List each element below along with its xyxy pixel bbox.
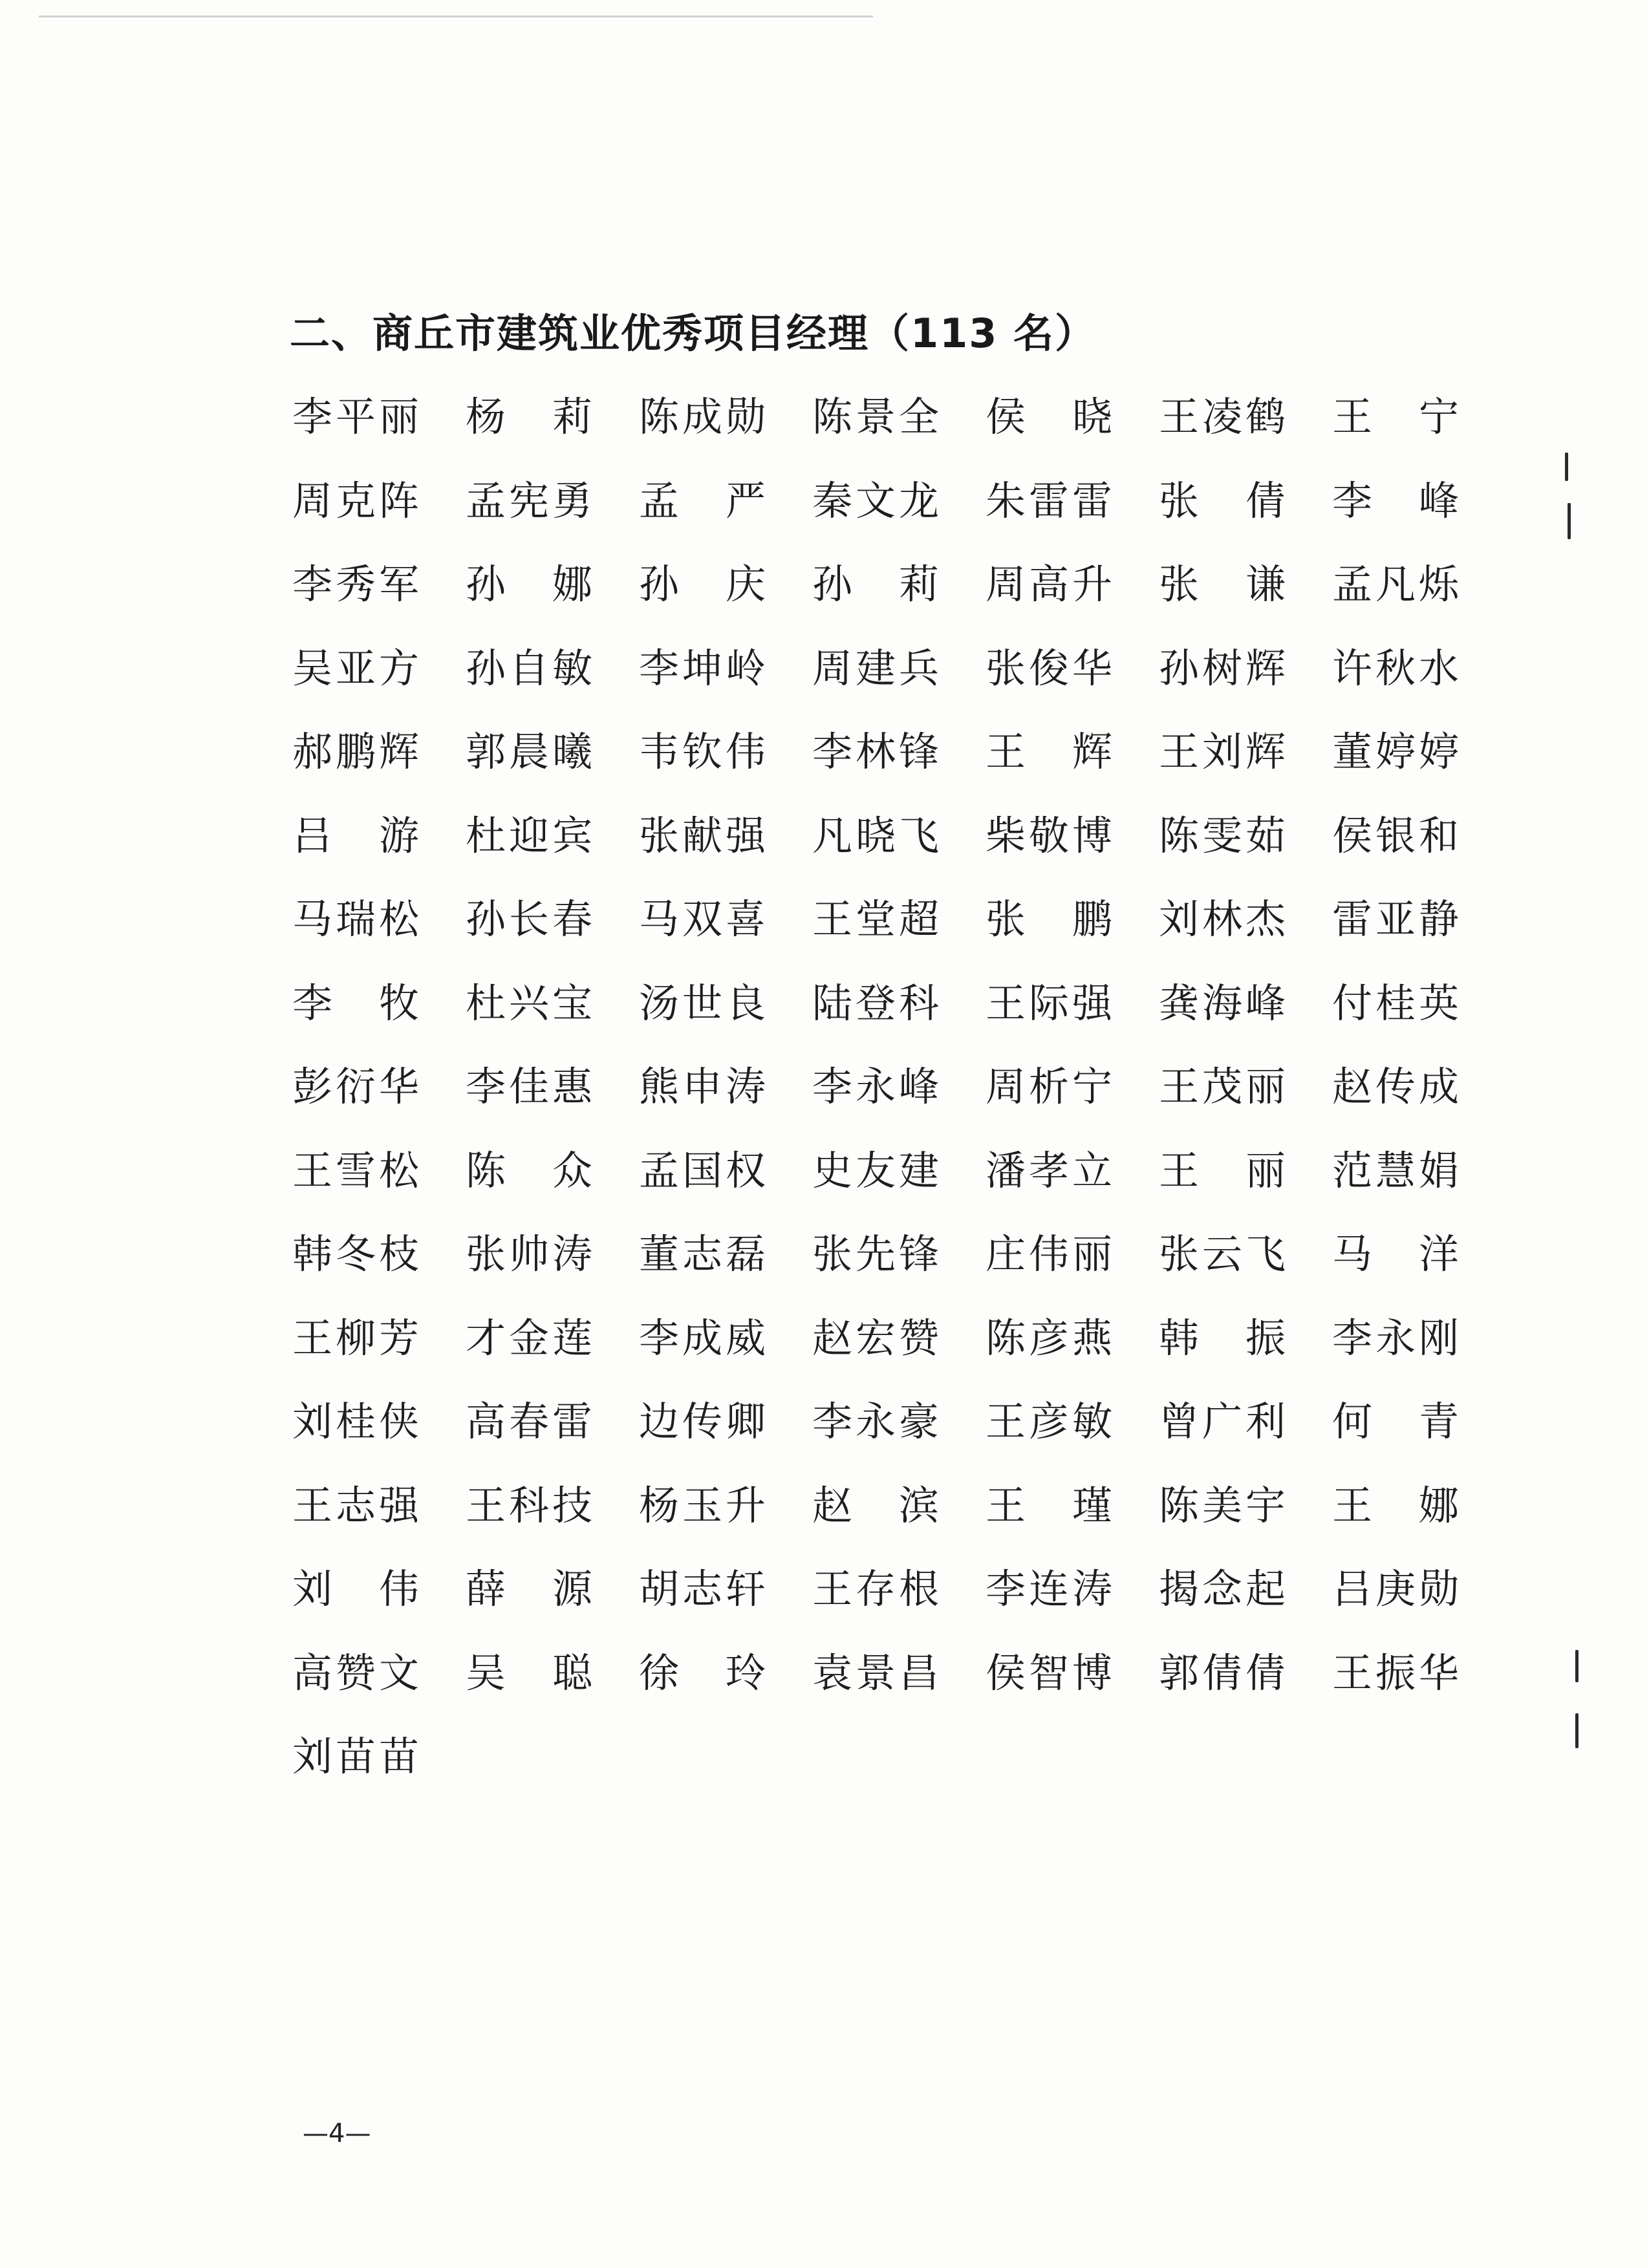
name-entry: 张 云 飞 xyxy=(1159,1230,1286,1278)
name-entry: 吴 亚 方 xyxy=(292,644,419,692)
name-entry: 庄 伟 丽 xyxy=(986,1230,1112,1278)
name-entry: 史 友 建 xyxy=(812,1146,939,1194)
name-entry: 高 春 雷 xyxy=(466,1398,592,1445)
name-entry: 孟 凡 烁 xyxy=(1332,561,1459,608)
name-entry: 赵 传 成 xyxy=(1332,1063,1459,1110)
name-entry: 徐 玲 xyxy=(639,1649,766,1696)
name-entry: 杜 兴 宝 xyxy=(466,979,592,1027)
name-entry: 龚 海 峰 xyxy=(1159,979,1286,1027)
name-entry: 王 丽 xyxy=(1159,1146,1286,1194)
name-entry: 郭 倩 倩 xyxy=(1159,1649,1286,1696)
name-entry: 孟 严 xyxy=(639,476,766,524)
name-entry: 边 传 卿 xyxy=(639,1398,766,1445)
name-entry: 孙 莉 xyxy=(812,561,939,608)
name-entry: 孟 国 权 xyxy=(639,1146,766,1194)
name-entry: 王 彦 敏 xyxy=(986,1398,1112,1445)
name-entry: 孟 宪 勇 xyxy=(466,476,592,524)
name-entry: 汤 世 良 xyxy=(639,979,766,1027)
name-entry: 熊 申 涛 xyxy=(639,1063,766,1110)
name-entry: 王 振 华 xyxy=(1332,1649,1459,1696)
name-entry: 柴 敬 博 xyxy=(986,811,1112,859)
name-entry: 王 际 强 xyxy=(986,979,1112,1027)
name-entry: 陈 雯 茹 xyxy=(1159,811,1286,859)
name-entry: 许 秋 水 xyxy=(1332,644,1459,692)
name-entry: 董 婷 婷 xyxy=(1332,728,1459,775)
name-entry: 李 林 锋 xyxy=(812,728,939,775)
name-entry: 周 克 阵 xyxy=(292,476,419,524)
name-entry: 胡 志 轩 xyxy=(639,1565,766,1612)
name-entry: 张 倩 xyxy=(1159,476,1286,524)
name-entry: 李 坤 岭 xyxy=(639,644,766,692)
name-entry: 孙 庆 xyxy=(639,561,766,608)
name-entry: 郝 鹏 辉 xyxy=(292,728,419,775)
name-entry: 赵 宏 赞 xyxy=(812,1314,939,1362)
name-entry: 李 牧 xyxy=(292,979,419,1027)
name-entry: 郭 晨 曦 xyxy=(466,728,592,775)
name-entry: 马 双 喜 xyxy=(639,895,766,943)
name-entry: 侯 银 和 xyxy=(1332,811,1459,859)
name-entry: 刘 苗 苗 xyxy=(292,1733,419,1780)
name-entry: 杜 迎 宾 xyxy=(466,811,592,859)
name-entry: 王 刘 辉 xyxy=(1159,728,1286,775)
name-entry: 揭 念 起 xyxy=(1159,1565,1286,1612)
name-entry: 李 永 刚 xyxy=(1332,1314,1459,1362)
name-entry: 袁 景 昌 xyxy=(812,1649,939,1696)
name-entry: 张 献 强 xyxy=(639,811,766,859)
name-entry: 范 慧 娟 xyxy=(1332,1146,1459,1194)
name-entry: 杨 玉 升 xyxy=(639,1481,766,1529)
name-entry: 马 洋 xyxy=(1332,1230,1459,1278)
name-entry: 周 析 宁 xyxy=(986,1063,1112,1110)
name-entry: 何 青 xyxy=(1332,1398,1459,1445)
name-entry: 吴 聪 xyxy=(466,1649,592,1696)
name-entry: 孙 娜 xyxy=(466,561,592,608)
name-entry: 李 佳 惠 xyxy=(466,1063,592,1110)
name-entry: 李 平 丽 xyxy=(292,393,419,440)
scan-edge-mark xyxy=(1568,503,1571,539)
name-entry: 刘 伟 xyxy=(292,1565,419,1612)
name-entry: 王 雪 松 xyxy=(292,1146,419,1194)
name-entry: 潘 孝 立 xyxy=(986,1146,1112,1194)
section-title: 二、商丘市建筑业优秀项目经理（113 名） xyxy=(290,310,1097,357)
name-entry: 周 高 升 xyxy=(986,561,1112,608)
name-entry: 韩 振 xyxy=(1159,1314,1286,1362)
name-entry: 陈 景 全 xyxy=(812,393,939,440)
name-entry: 侯 晓 xyxy=(986,393,1112,440)
name-entry: 陈 美 宇 xyxy=(1159,1481,1286,1529)
top-rule xyxy=(39,16,873,17)
name-entry: 孙 树 辉 xyxy=(1159,644,1286,692)
name-entry: 马 瑞 松 xyxy=(292,895,419,943)
name-entry: 王 宁 xyxy=(1332,393,1459,440)
name-entry: 王 辉 xyxy=(986,728,1112,775)
name-entry: 才 金 莲 xyxy=(466,1314,592,1362)
name-entry: 吕 庚 勋 xyxy=(1332,1565,1459,1612)
name-entry: 李 峰 xyxy=(1332,476,1459,524)
name-entry: 王 茂 丽 xyxy=(1159,1063,1286,1110)
name-entry: 赵 滨 xyxy=(812,1481,939,1529)
name-entry: 孙 自 敏 xyxy=(466,644,592,692)
name-entry: 刘 桂 侠 xyxy=(292,1398,419,1445)
name-entry: 李 成 威 xyxy=(639,1314,766,1362)
name-entry: 陈 彦 燕 xyxy=(986,1314,1112,1362)
scan-edge-mark xyxy=(1565,453,1568,481)
name-entry: 薛 源 xyxy=(466,1565,592,1612)
name-entry: 张 俊 华 xyxy=(986,644,1112,692)
name-entry: 侯 智 博 xyxy=(986,1649,1112,1696)
name-entry: 雷 亚 静 xyxy=(1332,895,1459,943)
names-list xyxy=(292,388,1476,1812)
page-number: —4— xyxy=(303,2119,371,2148)
name-entry: 朱 雷 雷 xyxy=(986,476,1112,524)
name-entry: 杨 莉 xyxy=(466,393,592,440)
name-entry: 彭 衍 华 xyxy=(292,1063,419,1110)
scan-edge-mark xyxy=(1575,1713,1579,1748)
name-entry: 张 谦 xyxy=(1159,561,1286,608)
name-entry: 王 瑾 xyxy=(986,1481,1112,1529)
name-entry: 陈 成 勋 xyxy=(639,393,766,440)
name-entry: 董 志 磊 xyxy=(639,1230,766,1278)
name-entry: 王 存 根 xyxy=(812,1565,939,1612)
name-entry: 王 娜 xyxy=(1332,1481,1459,1529)
name-entry: 刘 林 杰 xyxy=(1159,895,1286,943)
name-entry: 韩 冬 枝 xyxy=(292,1230,419,1278)
name-entry: 李 秀 军 xyxy=(292,561,419,608)
name-entry: 王 凌 鹤 xyxy=(1159,393,1286,440)
scan-edge-mark xyxy=(1575,1650,1579,1682)
name-entry: 吕 游 xyxy=(292,811,419,859)
name-entry: 李 永 豪 xyxy=(812,1398,939,1445)
name-entry: 凡 晓 飞 xyxy=(812,811,939,859)
name-entry: 曾 广 利 xyxy=(1159,1398,1286,1445)
name-entry: 李 连 涛 xyxy=(986,1565,1112,1612)
name-entry: 张 帅 涛 xyxy=(466,1230,592,1278)
name-entry: 王 柳 芳 xyxy=(292,1314,419,1362)
name-entry: 李 永 峰 xyxy=(812,1063,939,1110)
name-entry: 付 桂 英 xyxy=(1332,979,1459,1027)
name-entry: 王 志 强 xyxy=(292,1481,419,1529)
name-entry: 陆 登 科 xyxy=(812,979,939,1027)
name-entry: 秦 文 龙 xyxy=(812,476,939,524)
name-entry: 王 堂 超 xyxy=(812,895,939,943)
name-entry: 王 科 技 xyxy=(466,1481,592,1529)
name-entry: 张 鹏 xyxy=(986,895,1112,943)
name-entry: 孙 长 春 xyxy=(466,895,592,943)
name-entry: 韦 钦 伟 xyxy=(639,728,766,775)
name-entry: 陈 众 xyxy=(466,1146,592,1194)
name-entry: 周 建 兵 xyxy=(812,644,939,692)
name-entry: 高 赞 文 xyxy=(292,1649,419,1696)
name-entry: 张 先 锋 xyxy=(812,1230,939,1278)
